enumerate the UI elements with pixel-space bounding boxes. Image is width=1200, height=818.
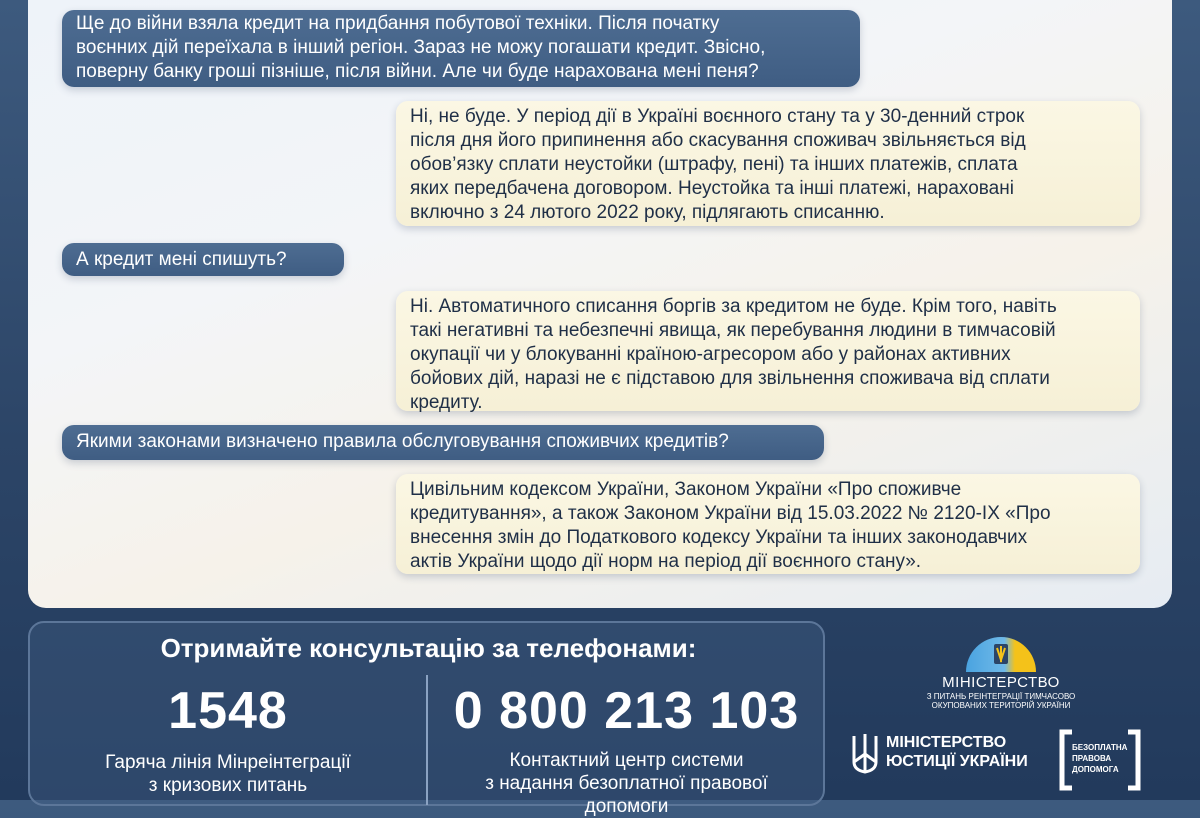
logos-area — [840, 630, 1180, 800]
ministry-dome-icon — [926, 632, 1076, 674]
answer-bubble — [396, 474, 1140, 574]
message-line: Цивільним кодексом України, Законом України «Про споживче — [410, 479, 962, 500]
message-line: актів України щодо дії норм на період дії воєнного стану». — [410, 551, 922, 572]
description-line: з кризових питань — [148, 775, 308, 796]
description-line: з надання безоплатної правової — [485, 773, 768, 794]
message-line: поверну банку гроші пізніше, після війни. Але чи буде нарахована мені пеня? — [76, 61, 759, 82]
ministry-reintegration-subtitle — [906, 692, 1096, 710]
trident-icon — [850, 732, 880, 776]
message-line: Ні, не буде. У період дії в Україні воєнного стану та у 30-денний строк — [410, 106, 1025, 127]
legal-aid-line: ПРАВОВА — [1072, 754, 1112, 763]
message-line: А кредит мені спишуть? — [76, 249, 287, 270]
ministry-justice-line1: МІНІСТЕРСТВО — [886, 734, 1007, 751]
message-line: обов’язку сплати неустойки (штрафу, пені) та інших платежів, сплата — [410, 154, 1018, 175]
description-line: Контактний центр системи — [509, 750, 744, 771]
message-line: після дня його припинення або скасування споживач звільняється від — [410, 130, 1026, 151]
message-line: яких передбачена договором. Неустойка та інші платежі, нараховані — [410, 178, 1014, 199]
message-line: кредитування», а також Законом України від 15.03.2022 № 2120-IX «Про — [410, 503, 1051, 524]
hotline-number[interactable]: 1548 — [168, 682, 288, 740]
consultation-box — [28, 621, 825, 817]
message-line: воєнних дій переїхала в інший регіон. Зараз не можу погашати кредит. Звісно, — [76, 37, 766, 58]
description-line: Гаряча лінія Мінреінтеграції — [105, 752, 351, 773]
contact-center-number[interactable]: 0 800 213 103 — [453, 682, 800, 740]
ministry-reintegration-logo — [926, 632, 1076, 712]
message-line: окупації чи у блокуванні країною-агресором або у районах активних — [410, 344, 1011, 365]
hotline-description — [30, 751, 426, 797]
question-bubble — [62, 243, 344, 276]
contact-center-description — [428, 749, 825, 818]
free-legal-aid-logo — [1058, 730, 1142, 790]
message-line: Ще до війни взяла кредит на придбання побутової техніки. Після початку — [76, 13, 720, 34]
question-bubble — [62, 10, 860, 87]
message-line: Якими законами визначено правила обслуговування споживчих кредитів? — [76, 431, 729, 452]
message-line: внесення змін до Податкового кодексу України та інших законодавчих — [410, 527, 1028, 548]
chat-panel — [28, 0, 1172, 608]
message-line: такі негативні та небезпечні явища, як перебування людини в тимчасовій — [410, 320, 1056, 341]
ministry-justice-line2: ЮСТИЦІЇ УКРАЇНИ — [886, 753, 1028, 770]
legal-aid-line: ДОПОМОГА — [1072, 765, 1119, 774]
ministry-reintegration-title: МІНІСТЕРСТВО — [942, 674, 1060, 691]
subtitle-line: ОКУПОВАНИХ ТЕРИТОРІЙ УКРАЇНИ — [931, 701, 1071, 710]
message-line: бойових дій, наразі не є підставою для звільнення споживача від сплати — [410, 368, 1050, 389]
message-line: Ні. Автоматичного списання боргів за кредитом не буде. Крім того, навіть — [410, 296, 1057, 317]
message-line: включно з 24 лютого 2022 року, підлягають списанню. — [410, 202, 885, 223]
ministry-justice-logo — [848, 730, 1028, 780]
subtitle-line: З ПИТАНЬ РЕІНТЕГРАЦІЇ ТИМЧАСОВО — [926, 692, 1076, 701]
consultation-title: Отримайте консультацію за телефонами: — [160, 633, 697, 663]
description-line: допомоги — [584, 796, 669, 817]
answer-bubble — [396, 101, 1140, 226]
message-line: кредиту. — [410, 392, 483, 413]
free-legal-aid-text — [1072, 742, 1127, 775]
legal-aid-line: БЕЗОПЛАТНА — [1072, 743, 1128, 752]
question-bubble — [62, 425, 824, 460]
answer-bubble — [396, 291, 1140, 411]
